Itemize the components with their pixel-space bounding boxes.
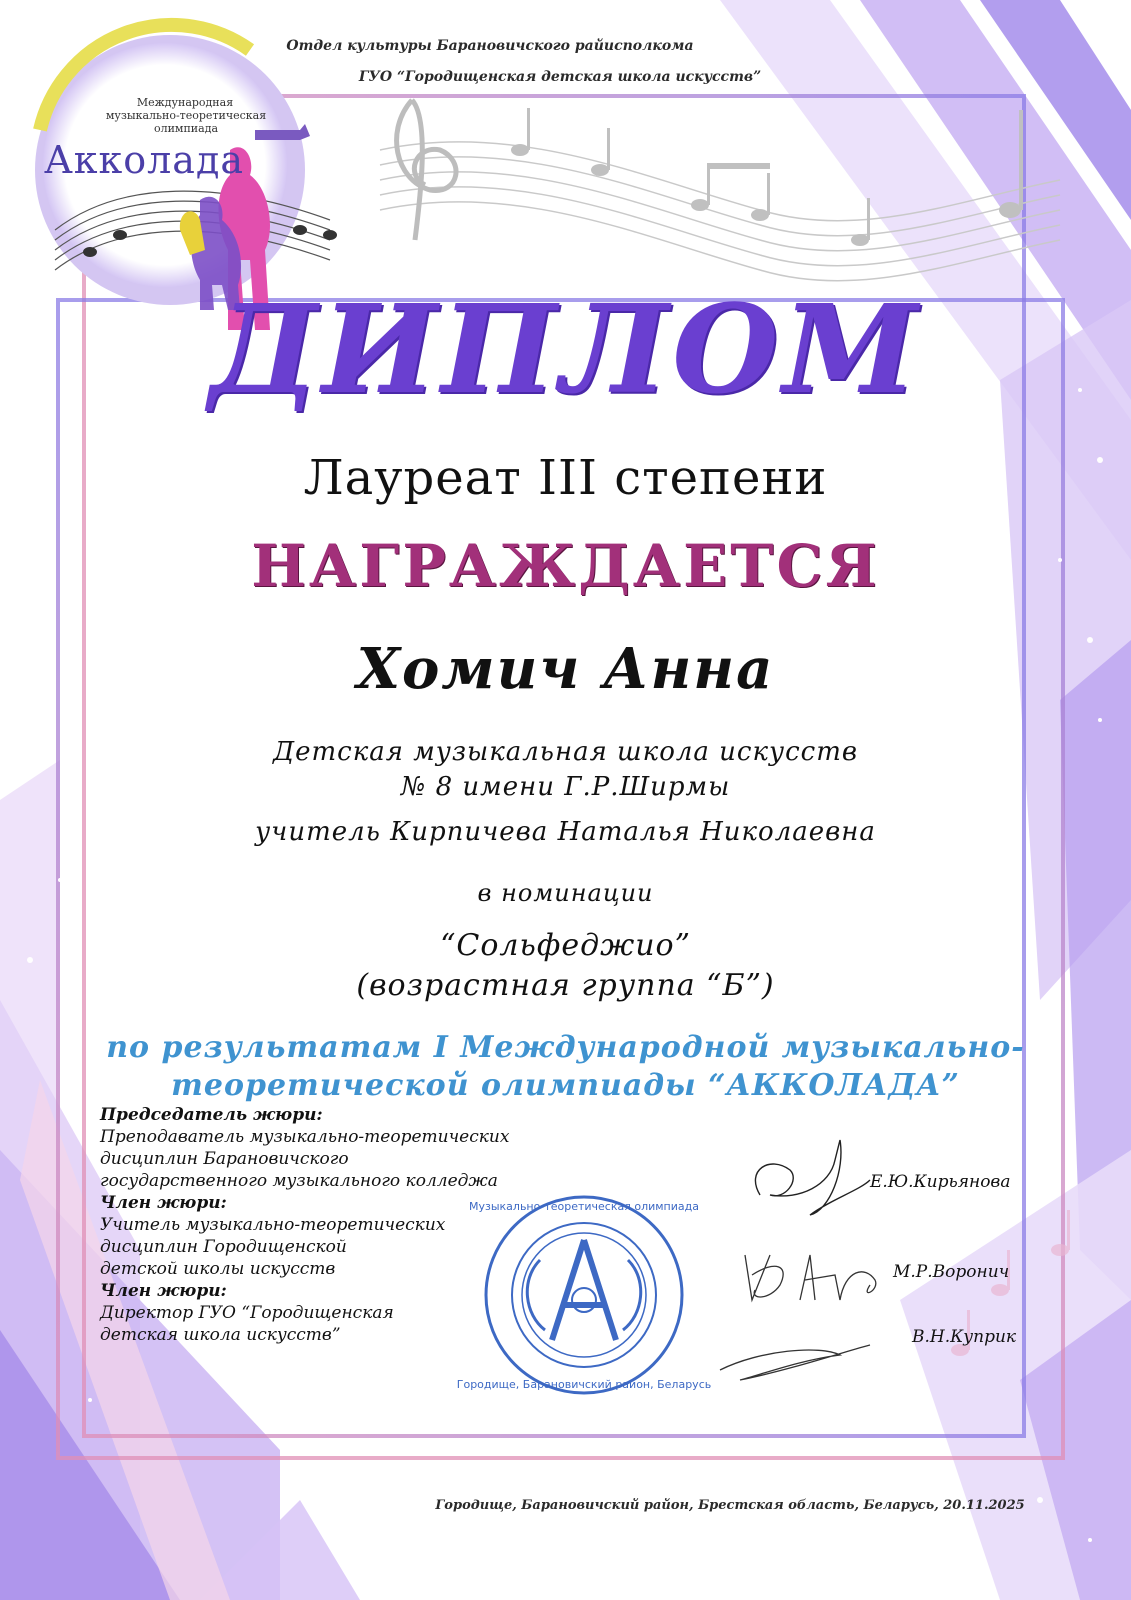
school-line-1: Детская музыкальная школа искусств [272, 737, 859, 767]
signature-name-3: В.Н.Куприк [912, 1327, 1017, 1347]
diploma-title: ДИПЛОМ [209, 277, 922, 421]
jury-member1-block [100, 1192, 580, 1280]
jury-chair-block [100, 1104, 580, 1192]
nomination-title: “Сольфеджио” [440, 928, 691, 963]
logo-word: Акколада [44, 138, 245, 182]
jury-chair-desc-2: дисциплин Барановичского [100, 1149, 349, 1169]
recipient-name: Хомич Анна [356, 636, 775, 702]
signature-2 [745, 1255, 876, 1300]
logo-line-1: Международная [136, 96, 234, 109]
teacher-line: учитель Кирпичева Наталья Николаевна [255, 817, 876, 847]
logo-line-2: музыкально-теоретическая олимпиада [105, 109, 267, 135]
jury-member1-role: Член жюри: [100, 1193, 227, 1213]
laureate-degree: Лауреат III степени [303, 450, 828, 506]
header-school: ГУО “Городищенская детская школа искусств” [358, 69, 762, 85]
signature-name-2: М.Р.Воронич [893, 1262, 1010, 1282]
jury-chair-role: Председатель жюри: [100, 1105, 323, 1125]
age-group: (возрастная группа “Б”) [356, 968, 775, 1003]
jury-member2-desc-1: Директор ГУО “Городищенская [100, 1303, 394, 1323]
svg-text:Музыкально-теоретическая олимп: Музыкально-теоретическая олимпиада [469, 1200, 699, 1213]
jury-chair-desc-1: Преподаватель музыкально-теоретических [100, 1127, 510, 1147]
treble-clef-icon [397, 100, 456, 240]
nomination-label: в номинации [477, 879, 654, 907]
jury-chair-desc-3: государственного музыкального колледжа [100, 1171, 498, 1191]
signature-1 [755, 1140, 870, 1215]
footer-location-date: Городище, Барановичский район, Брестская область, Беларусь, 20.11.2025 [435, 1498, 1025, 1513]
school-line-2: № 8 имени Г.Р.Ширмы [400, 772, 731, 802]
header-organization: Отдел культуры Барановичского райисполкома [286, 38, 694, 54]
svg-text:Городище, Барановичский район,: Городище, Барановичский район, Беларусь [456, 1378, 712, 1391]
results-line-2: теоретической олимпиады “АККОЛАДА” [171, 1068, 960, 1103]
jury-member2-desc-2: детская школа искусств” [100, 1325, 341, 1345]
jury-member1-desc-1: Учитель музыкально-теоретических [100, 1215, 446, 1235]
jury-member2-block [100, 1280, 580, 1346]
jury-member1-desc-2: дисциплин Городищенской [100, 1237, 347, 1257]
signature-3 [720, 1345, 870, 1380]
jury-member1-desc-3: детской школы искусств [100, 1259, 336, 1279]
results-line-1: по результатам I Международной музыкально- [106, 1030, 1025, 1065]
signature-name-1: Е.Ю.Кирьянова [870, 1172, 1011, 1192]
awarded-heading: НАГРАЖДАЕТСЯ [251, 532, 880, 600]
jury-member2-role: Член жюри: [100, 1281, 227, 1301]
